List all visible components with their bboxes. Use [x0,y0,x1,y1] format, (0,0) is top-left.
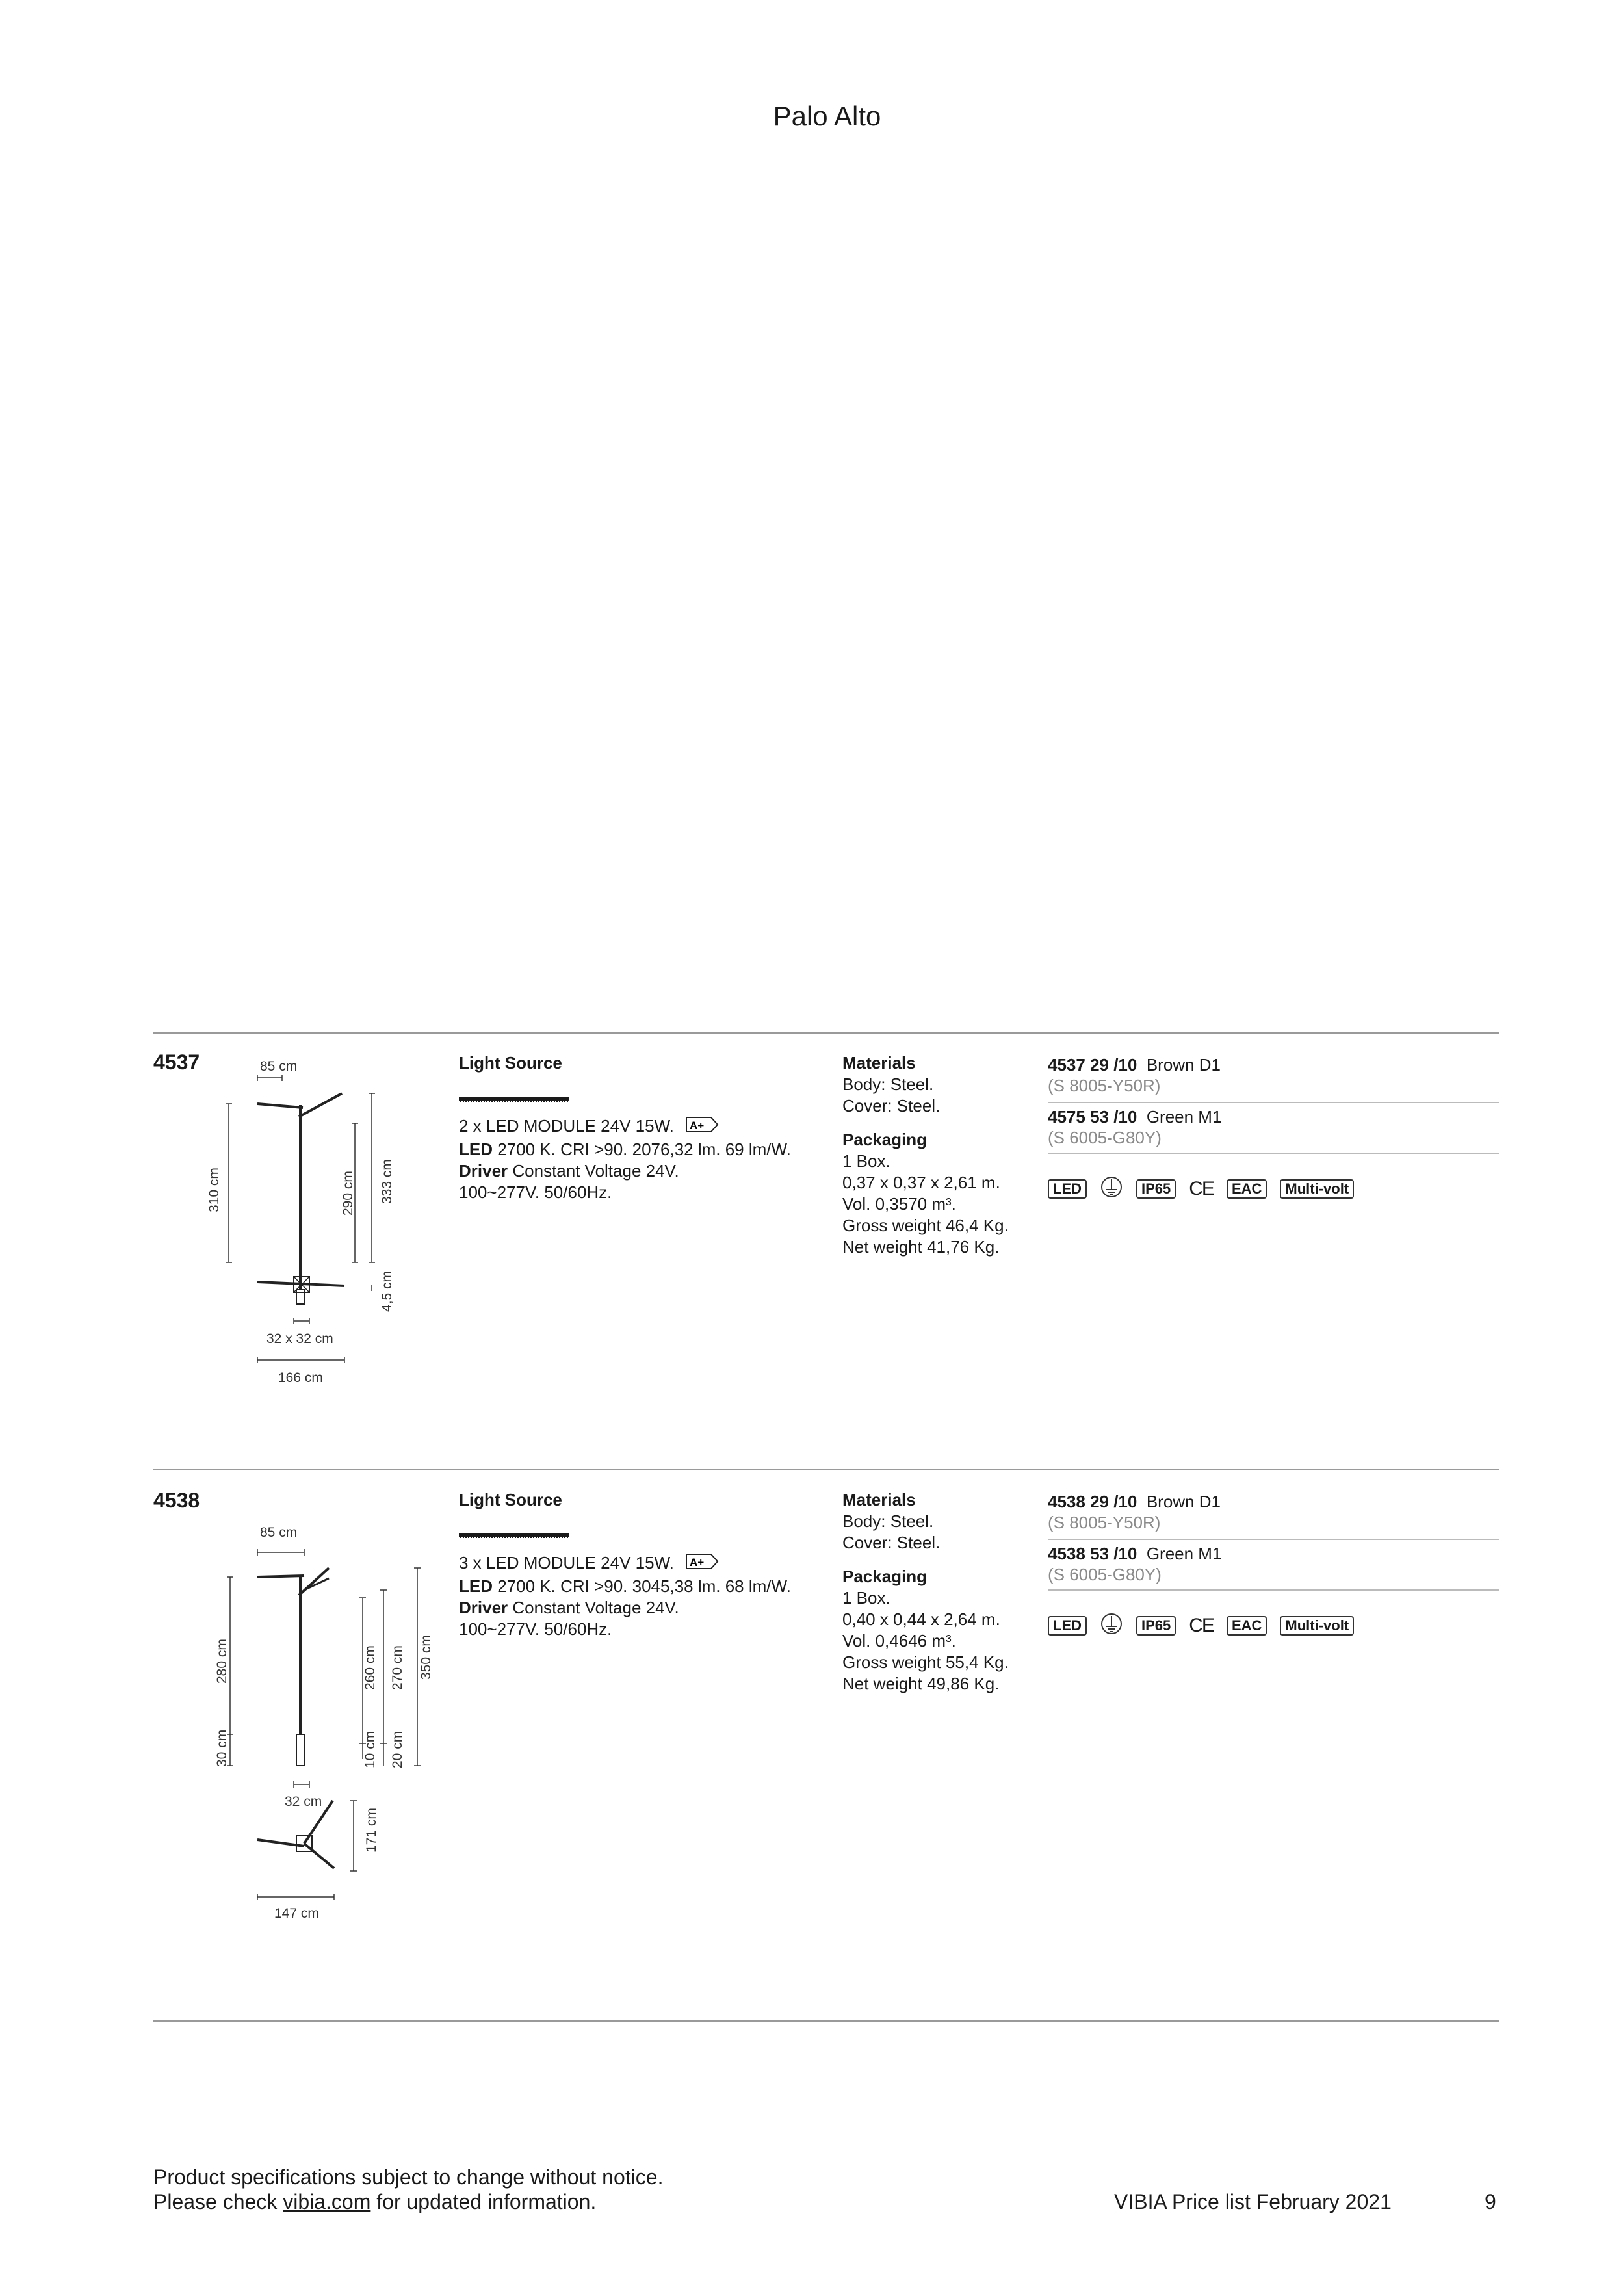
dim-label: 30 cm [214,1729,229,1767]
footer-brand: VIBIA Price list February 2021 [1114,2190,1392,2213]
light-source-text: 2 x LED MODULE 24V 15W. A+ LED 2700 K. CRI >90. 2076,32 lm. 69 lm/W. Driver Constant Voltage 24V. 100~277V. 50/60Hz. [459,1115,862,1203]
section-divider [153,2020,1499,2022]
section-divider [153,1469,1499,1470]
dim-label: 310 cm [207,1168,222,1212]
dim-label: 32 cm [285,1794,322,1809]
product-drawing-4538 [195,1515,468,1931]
page-number: 9 [1485,2190,1496,2213]
reference-item: 4538 53 /10 Green M1 (S 6005-G80Y) [1048,1544,1222,1584]
light-source-text: 3 x LED MODULE 24V 15W. A+ LED 2700 K. CRI >90. 3045,38 lm. 68 lm/W. Driver Constant Voltage 24V. 100~277V. 50/60Hz. [459,1552,862,1640]
dim-label: 171 cm [364,1808,379,1853]
vibia-link[interactable]: vibia.com [283,2190,371,2213]
energy-label-icon [685,1552,719,1576]
dim-label: 166 cm [278,1370,323,1385]
dim-label: 85 cm [260,1059,298,1074]
dim-label: 32 x 32 cm [266,1331,333,1346]
reference-item: 4575 53 /10 Green M1 (S 6005-G80Y) [1048,1107,1222,1147]
ip65-badge: IP65 [1136,1616,1176,1636]
led-badge: LED [1048,1616,1087,1636]
ip65-badge: IP65 [1136,1179,1176,1199]
page-title: Palo Alto [773,101,881,131]
light-source-line: 2 x LED MODULE 24V 15W. A+ [459,1115,862,1139]
light-source-heading: Light Source [459,1053,562,1073]
svg-text:A+: A+ [690,1556,705,1569]
reference-divider [1048,1153,1499,1154]
led-badge: LED [1048,1179,1087,1199]
certification-badges [1048,1612,1354,1639]
dim-label: 333 cm [380,1159,395,1204]
earth-ground-icon [1100,1612,1123,1639]
product-drawing-4537 [195,1053,468,1391]
certification-badges [1048,1175,1354,1203]
multivolt-badge: Multi-volt [1280,1616,1354,1636]
reference-item: 4538 29 /10 Brown D1 (S 8005-Y50R) [1048,1492,1221,1532]
energy-label-icon [685,1115,719,1139]
reference-divider [1048,1539,1499,1540]
dim-label: 290 cm [341,1171,356,1216]
dim-label: 280 cm [214,1639,229,1684]
materials-block: Materials Body: Steel. Cover: Steel. Packaging 1 Box. 0,40 x 0,44 x 2,64 m. Vol. 0,4646 m³. Gross weight 55,4 Kg. Net weight 49,86 Kg. [842,1490,1009,1693]
light-source-bar [459,1533,569,1538]
footer-note: Product specifications subject to change without notice. Please check vibia.com for updated information. [153,2165,664,2213]
eac-badge: EAC [1227,1616,1267,1636]
dim-label: 270 cm [390,1645,405,1690]
svg-text:A+: A+ [690,1119,705,1132]
dim-label: 4,5 cm [380,1270,395,1312]
eac-badge: EAC [1227,1179,1267,1199]
dim-label: 350 cm [419,1635,434,1680]
light-source-line: 3 x LED MODULE 24V 15W. A+ [459,1552,862,1576]
reference-item: 4537 29 /10 Brown D1 (S 8005-Y50R) [1048,1055,1221,1095]
reference-divider [1048,1589,1499,1591]
materials-block: Materials Body: Steel. Cover: Steel. Packaging 1 Box. 0,37 x 0,37 x 2,61 m. Vol. 0,3570 m³. Gross weight 46,4 Kg. Net weight 41,76 Kg. [842,1053,1009,1257]
dim-label: 260 cm [363,1645,378,1690]
multivolt-badge: Multi-volt [1280,1179,1354,1199]
dim-label: 20 cm [390,1730,405,1768]
ce-mark: CE [1189,1615,1214,1636]
light-source-bar [459,1097,569,1102]
earth-ground-icon [1100,1175,1123,1203]
dim-label: 85 cm [260,1525,298,1540]
dim-label: 10 cm [363,1730,378,1768]
ce-mark: CE [1189,1178,1214,1199]
light-source-heading: Light Source [459,1490,562,1509]
reference-divider [1048,1102,1499,1103]
dim-label: 147 cm [274,1906,319,1921]
section-divider [153,1032,1499,1034]
product-code: 4537 [153,1050,200,1074]
product-code: 4538 [153,1489,200,1512]
